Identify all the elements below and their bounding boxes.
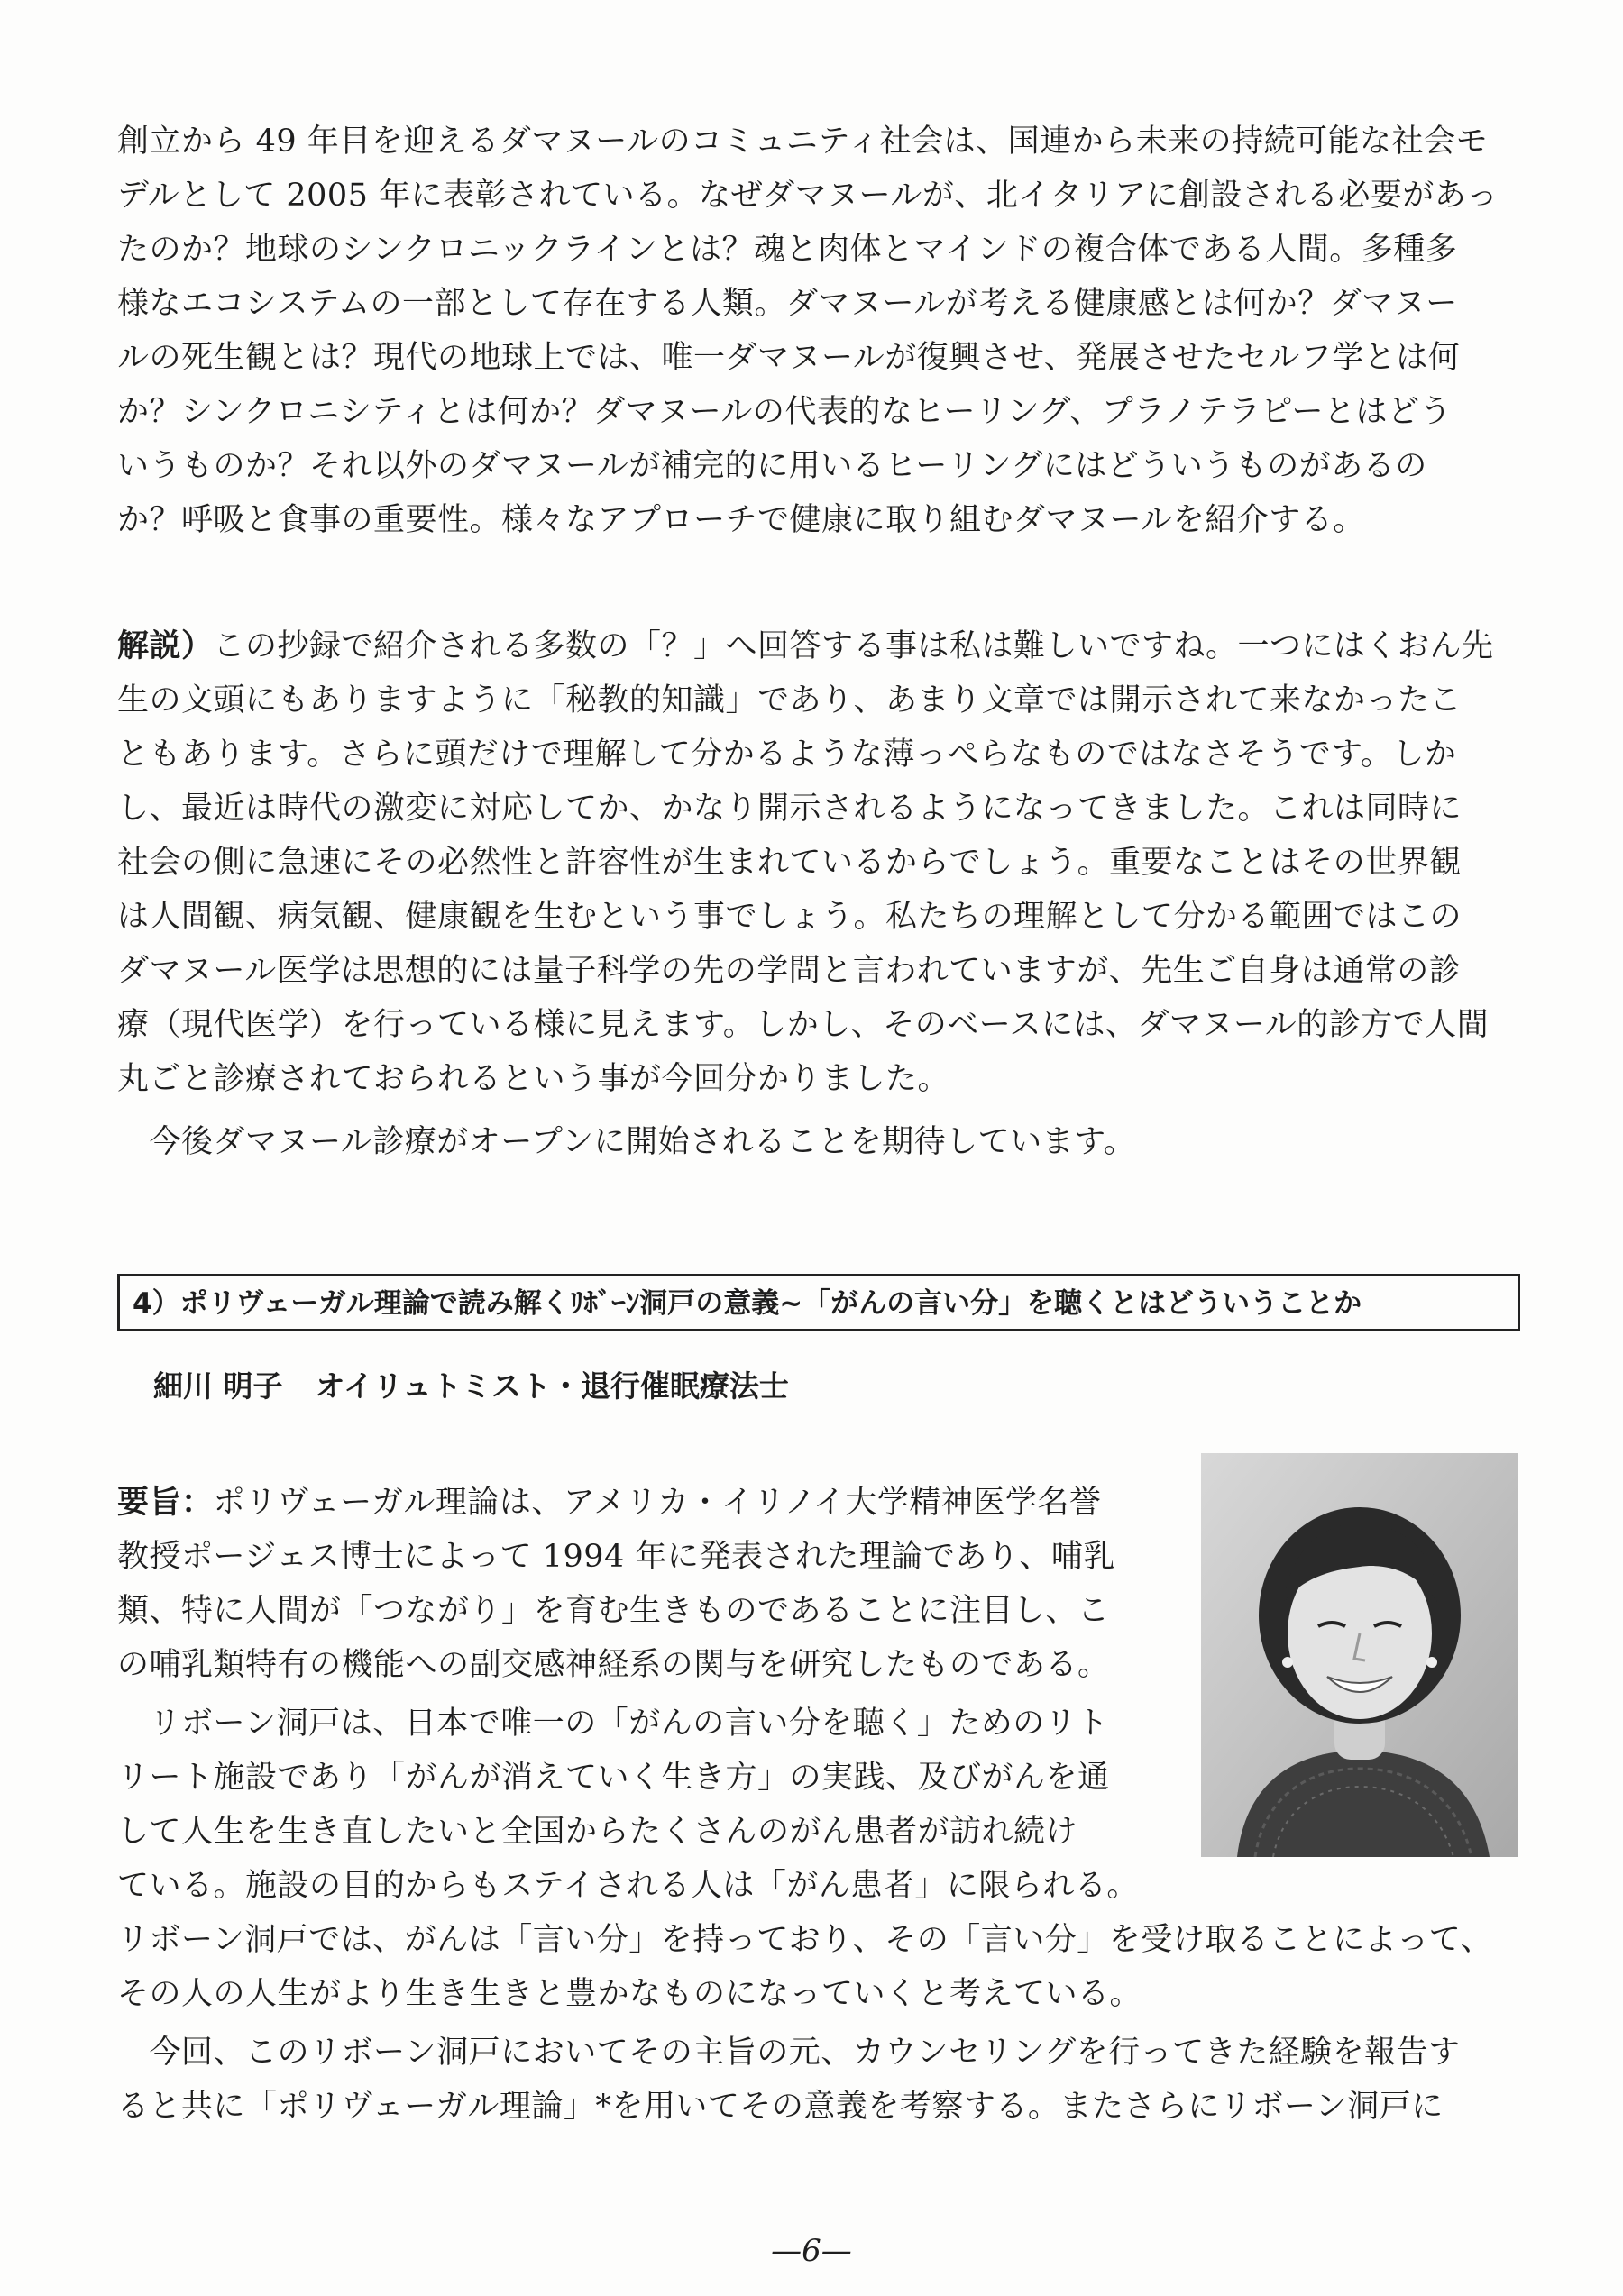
- text-line: たのか？地球のシンクロニックラインとは？魂と肉体とマインドの複合体である人間。多種多: [117, 232, 1458, 268]
- commentary-line: この抄録で紹介される多数の「？」へ回答する事は私は難しいですね。一つにはくおん先: [213, 628, 1494, 664]
- text-line: 生の文頭にもありますように「秘教的知識」であり、あまり文章では開示されて来なかったこ: [117, 682, 1463, 718]
- text-line: [117, 1481, 1101, 1524]
- author-line: [153, 1365, 789, 1408]
- section-heading-box: [117, 1274, 1520, 1331]
- text-line: デルとして 2005 年に表彰されている。なぜダマヌールが、北イタリアに創設される必要があっ: [117, 178, 1499, 214]
- text-line: ている。施設の目的からもステイされる人は「がん患者」に限られる。: [117, 1868, 1139, 1904]
- text-line: は人間観、病気観、健康観を生むという事でしょう。私たちの理解として分かる範囲ではこの: [117, 899, 1463, 935]
- text-line: 創立から 49 年目を迎えるダマヌールのコミュニティ社会は、国連から未来の持続可能な社会モ: [117, 123, 1489, 160]
- author-name: 細川 明子: [153, 1368, 283, 1404]
- portrait-illustration: [1201, 1453, 1518, 1857]
- text-line: ともあります。さらに頭だけで理解して分かるような薄っぺらなものではなさそうです。しか: [117, 736, 1457, 773]
- text-line: し、最近は時代の激変に対応してか、かなり開示されるようになってきました。これは同時に: [117, 791, 1463, 827]
- text-line: か？呼吸と食事の重要性。様々なアプローチで健康に取り組むダマヌールを紹介する。: [117, 502, 1365, 538]
- author-photo: [1201, 1453, 1518, 1857]
- text-line: 今後ダマヌール診療がオープンに開始されることを期待しています。: [117, 1124, 1136, 1160]
- text-line: の哺乳類特有の機能への副交感神経系の関与を研究したものである。: [117, 1647, 1110, 1683]
- section-title: 4）ポリヴェーガル理論で読み解くﾘﾎﾞｰﾝ洞戸の意義~「がんの言い分」を聴くとはどういうことか: [133, 1287, 1362, 1320]
- abstract-line: ポリヴェーガル理論は、アメリカ・イリノイ大学精神医学名誉: [213, 1485, 1102, 1521]
- page-number: —6—: [771, 2233, 852, 2269]
- text-line: [117, 625, 1494, 668]
- abstract-label: 要旨：: [117, 1485, 214, 1521]
- text-line: 教授ポージェス博士によって 1994 年に発表された理論であり、哺乳: [117, 1539, 1115, 1575]
- text-line: 今回、このリボーン洞戸においてその主旨の元、カウンセリングを行ってきた経験を報告す: [117, 2035, 1461, 2071]
- author-title: オイリュトミスト・退行催眠療法士: [315, 1368, 789, 1404]
- text-line: か？シンクロニシティとは何か？ダマヌールの代表的なヒーリング、プラノテラピーとはどう: [117, 394, 1452, 430]
- text-line: 丸ごと診療されておられるという事が今回分かりました。: [117, 1061, 950, 1097]
- text-line: 社会の側に急速にその必然性と許容性が生まれているからでしょう。重要なことはその世界観: [117, 845, 1462, 881]
- text-line: いうものか？それ以外のダマヌールが補完的に用いるヒーリングにはどういうものがあるの: [117, 448, 1427, 484]
- text-line: リボーン洞戸は、日本で唯一の「がんの言い分を聴く」ためのリト: [117, 1706, 1109, 1742]
- text-line: 類、特に人間が「つながり」を育む生きものであることに注目し、こ: [117, 1593, 1110, 1629]
- text-line: ダマヌール医学は思想的には量子科学の先の学問と言われていますが、先生ご自身は通常の診: [117, 953, 1462, 989]
- text-line: リボーン洞戸では、がんは「言い分」を持っており、その「言い分」を受け取ることによって、: [117, 1922, 1493, 1958]
- text-line: 療（現代医学）を行っている様に見えます。しかし、そのベースには、ダマヌール的診方で人間: [117, 1007, 1490, 1043]
- commentary-label: 解説）: [117, 628, 214, 664]
- text-line: その人の人生がより生き生きと豊かなものになっていくと考えている。: [117, 1976, 1142, 2012]
- text-line: 様なエコシステムの一部として存在する人類。ダマヌールが考える健康感とは何か？ダマヌー: [117, 286, 1458, 322]
- text-line: リート施設であり「がんが消えていく生き方」の実践、及びがんを通: [117, 1760, 1110, 1796]
- text-line: して人生を生き直したいと全国からたくさんのがん患者が訪れ続け: [117, 1814, 1078, 1850]
- text-line: ルの死生観とは？現代の地球上では、唯一ダマヌールが復興させ、発展させたセルフ学とは何: [117, 340, 1461, 376]
- text-line: ると共に「ポリヴェーガル理論」*を用いてその意義を考察する。またさらにリボーン洞戸に: [117, 2089, 1444, 2125]
